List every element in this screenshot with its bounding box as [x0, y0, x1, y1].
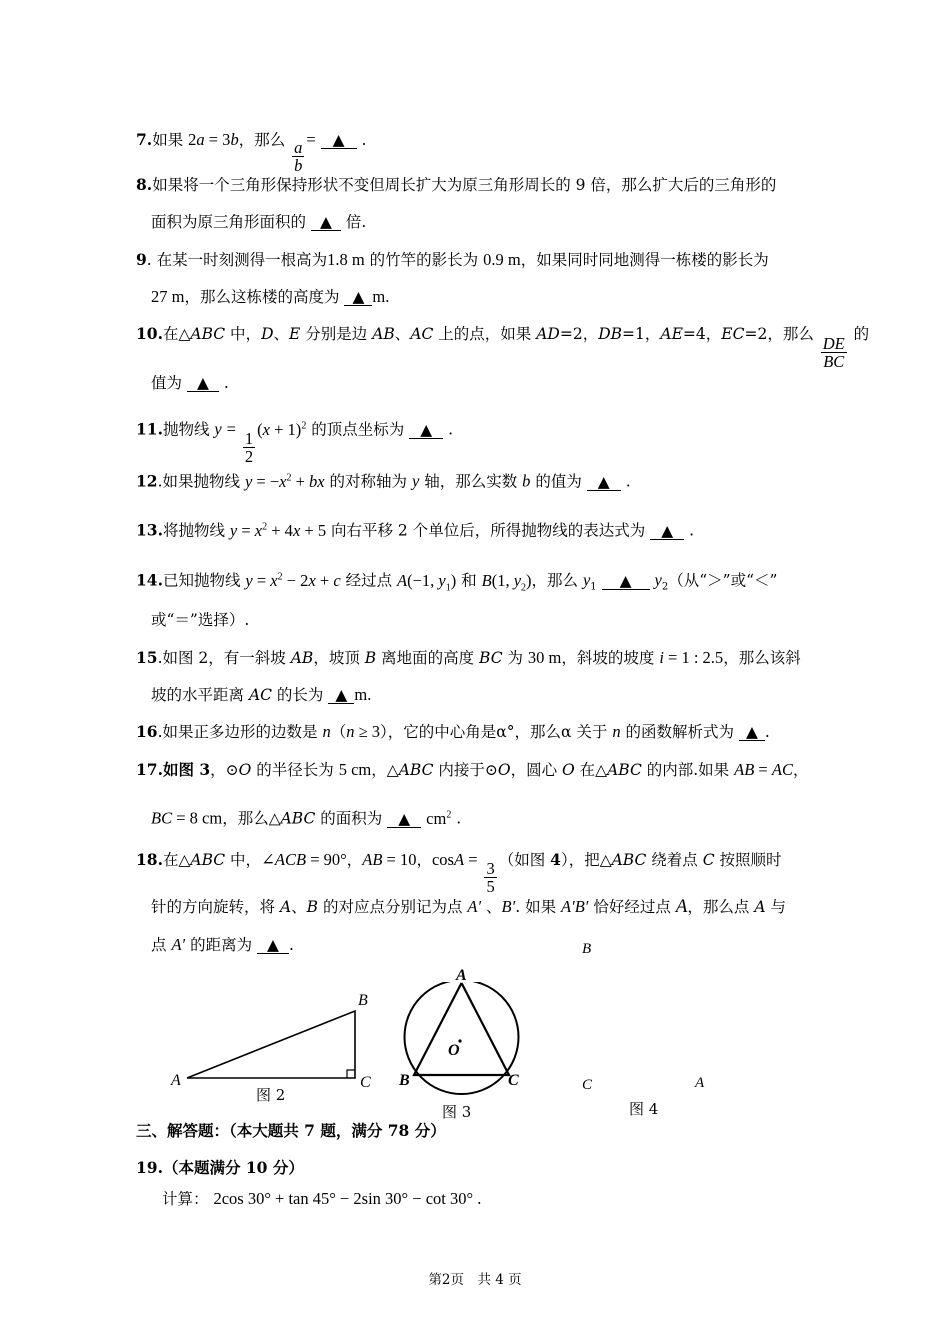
- section-3-title: 三、解答题：（本大题共 7 题，满分 78 分）: [136, 1121, 446, 1140]
- fig2-caption: 图 2: [256, 1086, 286, 1104]
- question-9-line2: 27 m，那么这栋楼的高度为 ▲ m.: [151, 287, 390, 306]
- answer-blank: ▲: [321, 132, 357, 149]
- question-17-line2: BC = 8 cm，那么△ABC 的面积为 ▲ $cm^2$ .: [151, 808, 462, 828]
- question-9-line1: 9. 在某一时刻测得一根高为1.8 m 的竹竿的影长为 0.9 m，如果同时同地测得一栋楼的影长为: [136, 250, 769, 269]
- question-8-line1: 8.如果将一个三角形保持形状不变但周长扩大为原三角形周长的 9 倍，那么扩大后的三角形的: [136, 175, 777, 194]
- answer-blank: ▲: [257, 937, 289, 954]
- figure-3-inscribed-triangle: [400, 982, 525, 1097]
- fig2-label-b: B: [358, 992, 368, 1009]
- question-number: 7.: [136, 130, 153, 149]
- fig3-caption: 图 3: [442, 1103, 472, 1121]
- answer-blank: ▲: [187, 375, 219, 392]
- fig3-label-o: O: [448, 1042, 460, 1059]
- fig3-label-a: A: [456, 967, 467, 984]
- answer-blank: ▲: [409, 422, 443, 439]
- question-18-line1: 18.在△ABC 中，∠ACB = 90°，AB = 10，cosA = $\frac{3}{5}$ （如图 4），把△ABC 绕着点 C 按照顺时: [136, 850, 782, 896]
- question-18-line3: 点 A′ 的距离为 ▲ .: [151, 935, 294, 954]
- fig3-label-c: C: [508, 1072, 519, 1089]
- figure-2-slope-triangle: [183, 1005, 363, 1083]
- answer-blank: ▲: [387, 811, 421, 828]
- question-13: 13.将抛物线 $y = x^2 + 4x + 5$ 向右平移 2 个单位后，所得抛物线的表达式为 ▲ .: [136, 520, 695, 540]
- question-11: 11.抛物线 y = $\frac{1}{2}$ $(x + 1)^2$ 的顶点坐标为 ▲ .: [136, 419, 454, 466]
- fig4-label-c: C: [582, 1077, 593, 1093]
- answer-blank: ▲: [311, 214, 341, 231]
- fig4-caption: 图 4: [629, 1100, 659, 1118]
- fig2-label-c: C: [360, 1074, 371, 1091]
- question-16: 16.如果正多边形的边数是 n（n ≥ 3），它的中心角是α°，那么α 关于 n 的函数解析式为 ▲ .: [136, 722, 770, 741]
- question-10-line2: 值为 ▲ .: [151, 374, 229, 392]
- answer-blank: ▲: [587, 474, 621, 491]
- question-18-line2: 针的方向旋转，将 A、B 的对应点分别记为点 A′ 、B′. 如果 A′B′ 恰好经过点 A，那么点 A 与: [151, 896, 786, 917]
- answer-blank: ▲: [602, 573, 650, 590]
- question-10-line1: 10.在△ABC 中，D、E 分别是边 AB、AC 上的点，如果 AD=2，DB=1，AE=4，EC=2，那么 $\frac{DE}{BC}$ 的: [136, 324, 870, 371]
- question-19-body: 计算： 2cos 30° + tan 45° − 2sin 30° − cot 30° .: [162, 1189, 482, 1208]
- fig3-label-b: B: [399, 1072, 410, 1089]
- question-7: 7.如果 2a = 3b，那么 $\frac{a}{b}$ = ▲ .: [136, 130, 367, 175]
- fig4-label-b: B: [582, 941, 592, 957]
- question-14-line2: 或“＝”选择）.: [151, 611, 250, 629]
- question-14-line1: 14.已知抛物线 $y = x^2 - 2x + c$ 经过点 A(−1, $y_1$) 和 B(1, $y_2$)，那么 $y_1$ ▲ $y_2$（从“＞”或“＜”: [136, 570, 778, 593]
- answer-blank: ▲: [344, 289, 372, 306]
- answer-blank: ▲: [328, 687, 354, 704]
- fig2-label-a: A: [171, 1072, 181, 1089]
- question-15-line2: 坡的水平距离 AC 的长为 ▲ m.: [151, 685, 372, 704]
- question-19-header: 19.（本题满分 10 分）: [136, 1158, 304, 1177]
- question-12: 12.如果抛物线 $y = -x^2$ + bx 的对称轴为 y 轴，那么实数 b 的值为 ▲ .: [136, 471, 631, 491]
- answer-blank: ▲: [650, 523, 684, 540]
- fig4-label-a: A: [695, 1075, 705, 1091]
- question-15-line1: 15.如图 2，有一斜坡 AB，坡顶 B 离地面的高度 BC 为 30 m，斜坡的坡度 i = 1 : 2.5，那么该斜: [136, 648, 801, 667]
- question-8-line2: 面积为原三角形面积的 ▲ 倍.: [151, 213, 367, 231]
- page-footer: 第2页 共 4 页: [428, 1272, 522, 1288]
- question-17-line1: 17.如图 3，⊙O 的半径长为 5 cm，△ABC 内接于⊙O，圆心 O 在△ABC 的内部.如果 AB = AC，: [136, 760, 809, 779]
- answer-blank: ▲: [739, 724, 765, 741]
